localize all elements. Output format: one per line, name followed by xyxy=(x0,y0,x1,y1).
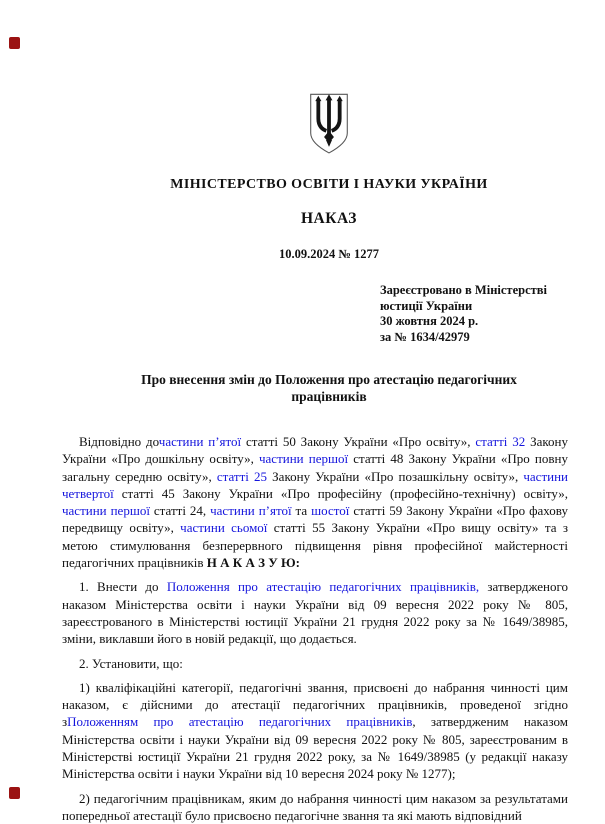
legal-reference-link[interactable]: частини четвертої xyxy=(62,468,568,501)
text-run: , затвердженим наказом Міністерства освіти і науки України від 09 вересня 2022 року № 805, зареєстрованим в Міністерстві юстиції України 21 грудня 2022 року, за № 1649/38985 (у редакції наказу Міністерства освіти і науки України від 10 вересня 2024 року № 1277); xyxy=(62,714,568,782)
doc-type-label: НАКАЗ xyxy=(301,210,357,227)
legal-reference-link[interactable]: Положенням про атестацію педагогічних працівників xyxy=(67,714,413,730)
ministry-title: МІНІСТЕРСТВО ОСВІТИ І НАУКИ УКРАЇНИ xyxy=(170,177,488,192)
registration-line: за № 1634/42979 xyxy=(380,329,470,344)
document-title: Про внесення змін до Положення про атестацію педагогічних працівників xyxy=(141,372,517,404)
trident-icon xyxy=(306,92,352,156)
text-run: статті 50 Закону України «Про освіту», xyxy=(241,434,476,449)
ukraine-coat-of-arms-emblem xyxy=(54,0,604,161)
text-run: 2. Установити, що: xyxy=(79,655,183,671)
registration-line: Зареєстровано в Міністерстві xyxy=(380,283,547,297)
legal-reference-link[interactable]: статті 32 xyxy=(475,434,526,449)
paragraph xyxy=(62,679,568,783)
text-run: статті 24, xyxy=(149,503,211,519)
doc-date-number: 10.09.2024 № 1277 xyxy=(278,247,380,261)
text-run: Відповідно до xyxy=(79,434,159,449)
text-run: статті 59 Закону України «Про фахову передвищу освіту», xyxy=(62,503,568,536)
red-marker-top xyxy=(9,37,20,49)
text-run: статті 48 Закону України «Про повну загальну середню освіту», xyxy=(62,451,568,484)
text-run: Закону України «Про дошкільну освіту», xyxy=(62,434,568,467)
legal-reference-link[interactable]: частини сьомої xyxy=(180,520,268,536)
body-paragraphs xyxy=(62,433,568,824)
paragraph xyxy=(62,790,568,824)
red-marker-bottom xyxy=(9,787,20,799)
paragraph xyxy=(62,578,568,647)
legal-reference-link[interactable]: Положення про атестацію педагогічних працівників, xyxy=(166,579,480,595)
legal-reference-link[interactable]: частини п’ятої xyxy=(210,503,292,519)
text-run: 1. Внести до xyxy=(79,579,167,595)
legal-reference-link[interactable]: частини першої xyxy=(258,451,349,467)
text-run: Закону України «Про позашкільну освіту», xyxy=(267,468,524,484)
text-run: затвердженого наказом Міністерства освіти і науки України від 09 вересня 2022 року № 805, зареєстрованого в Міністерстві юстиції України 21 грудня 2022 року за № 1649/38985, зміни, виклавши його в новій редакції, що додається. xyxy=(62,579,568,647)
legal-reference-link[interactable]: частини п’ятої xyxy=(158,434,242,449)
text-run: 1) кваліфікаційні категорії, педагогічні звання, присвоєні до набрання чинності цим наказом, є дійсними до атестації педагогічних працівників, проведеної згідно з xyxy=(62,679,568,730)
legal-reference-link[interactable]: шостої xyxy=(311,503,350,519)
registration-block xyxy=(380,283,605,345)
text-run: 2) педагогічним працівникам, яким до набрання чинності цим наказом за результатами попередньої атестації було присвоєно педагогічне звання та які мають відповідний xyxy=(62,790,568,823)
legal-reference-link[interactable]: статті 25 xyxy=(216,468,268,484)
registration-line: 30 жовтня 2024 р. xyxy=(380,314,479,328)
paragraph xyxy=(62,433,568,571)
paragraph xyxy=(62,655,568,672)
bold-text: Н А К А З У Ю: xyxy=(206,555,300,571)
text-run: статті 55 Закону України «Про вищу освіту» та з метою стимулювання безперервного підвищення рівня професійної майстерності педагогічних працівників xyxy=(62,520,568,571)
legal-reference-link[interactable]: частини першої xyxy=(62,503,150,519)
text-run: та xyxy=(291,503,312,519)
text-run: статті 45 Закону України «Про професійну (професійно-технічну) освіту», xyxy=(113,485,568,501)
registration-line: юстиції України xyxy=(380,298,473,313)
